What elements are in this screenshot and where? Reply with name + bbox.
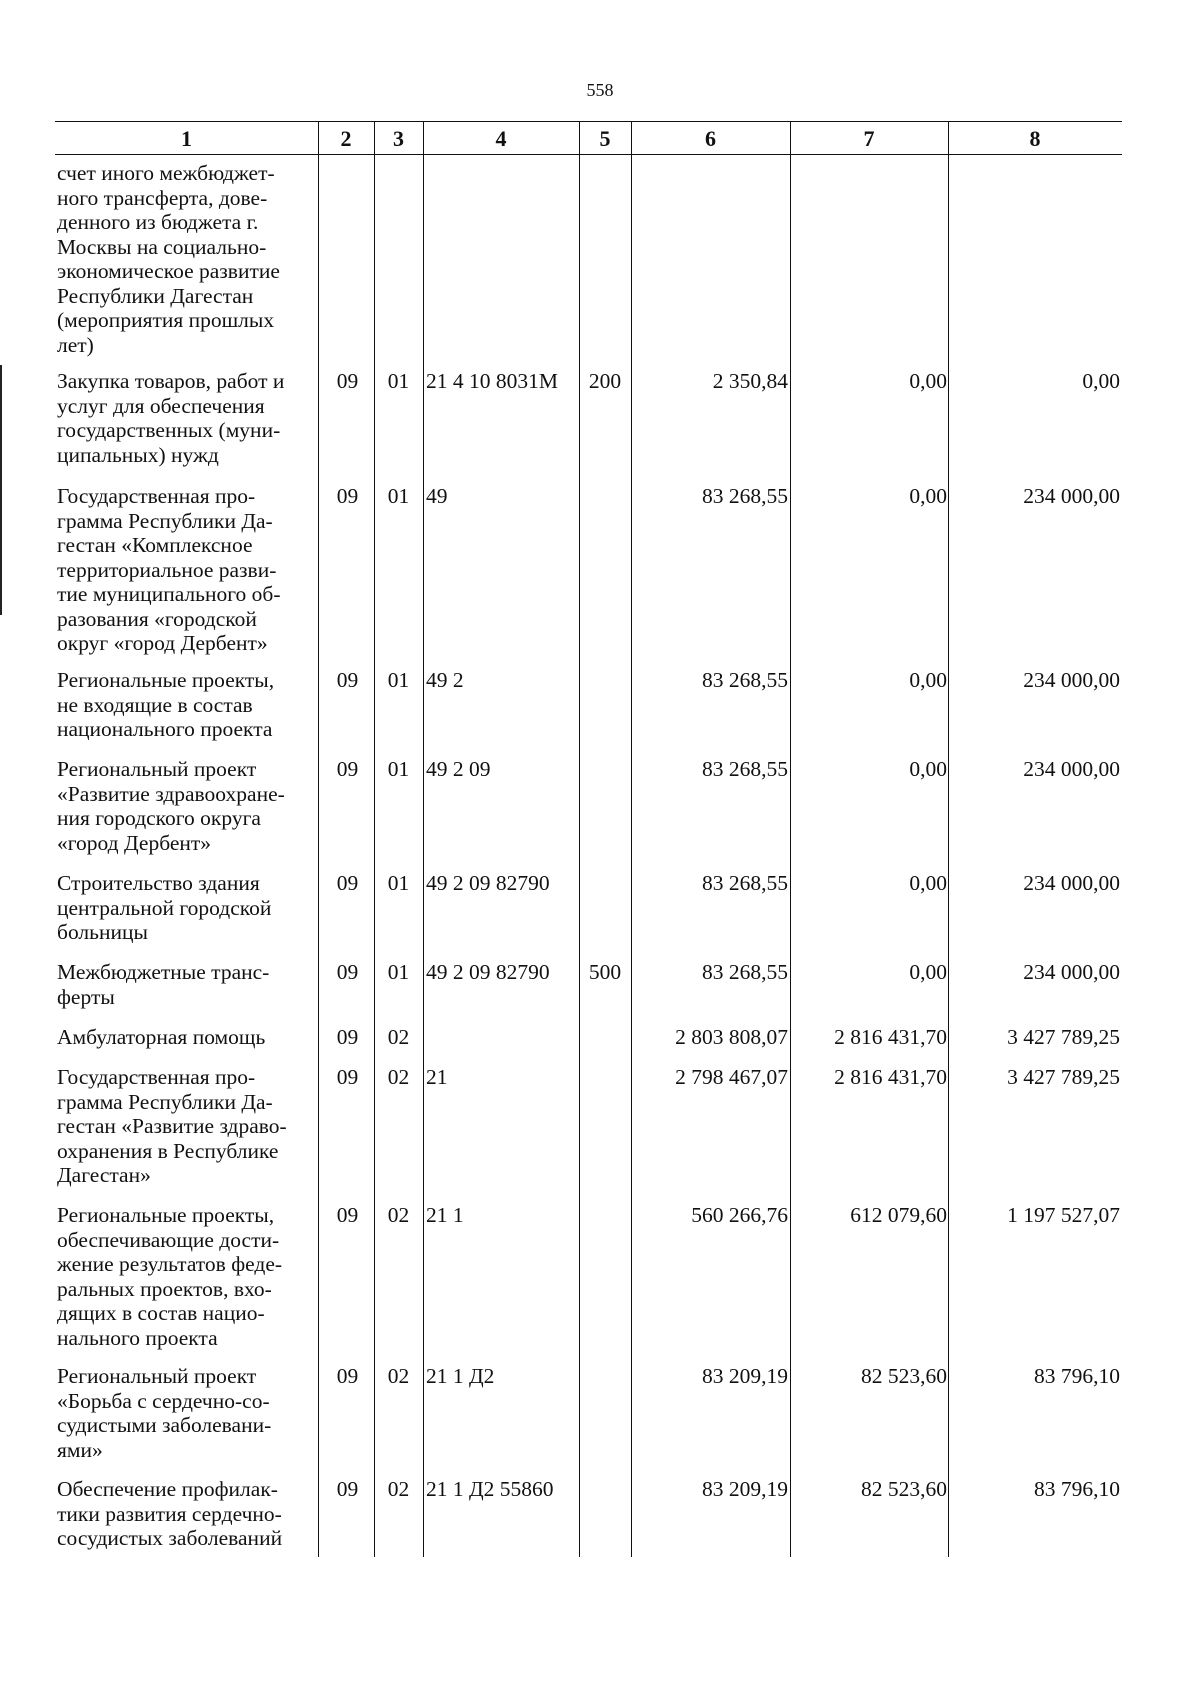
amount-col-7: 2 816 431,70 [834, 1065, 947, 1089]
expense-type-code: 200 [588, 369, 622, 393]
target-article-code: 21 [426, 1065, 448, 1089]
target-article-code: 21 4 10 8031M [426, 369, 558, 393]
column-divider [374, 121, 375, 1557]
amount-col-6: 2 350,84 [712, 369, 788, 393]
page-number: 558 [586, 80, 614, 100]
amount-col-7: 0,00 [909, 757, 947, 781]
section-code: 09 [336, 960, 359, 984]
column-divider [579, 121, 580, 1557]
amount-col-6: 83 209,19 [702, 1477, 788, 1501]
subsection-code: 01 [387, 960, 410, 984]
amount-col-6: 560 266,76 [691, 1203, 788, 1227]
amount-col-8: 3 427 789,25 [1007, 1065, 1120, 1089]
row-description: Государственная про- грамма Республики Да- гестан «Комплексное территориальное разви- тие муниципального об- разования «городской округ «город Дербент» [57, 484, 281, 655]
scan-edge-mark [0, 365, 2, 615]
subsection-code: 02 [387, 1477, 410, 1501]
amount-col-8: 0,00 [1082, 369, 1120, 393]
section-code: 09 [336, 757, 359, 781]
subsection-code: 01 [387, 369, 410, 393]
amount-col-7: 0,00 [909, 369, 947, 393]
column-divider [631, 121, 632, 1557]
target-article-code: 21 1 [426, 1203, 464, 1227]
header-bottom-border [55, 154, 1122, 155]
expense-type-code: 500 [588, 960, 622, 984]
column-header-2: 2 [340, 126, 352, 151]
column-header-8: 8 [1029, 126, 1041, 151]
section-code: 09 [336, 1477, 359, 1501]
column-divider [318, 121, 319, 1557]
row-description: Закупка товаров, работ и услуг для обеспечения государственных (муни- ципальных) нужд [57, 369, 285, 467]
amount-col-6: 83 209,19 [702, 1364, 788, 1388]
row-description: Региональные проекты, обеспечивающие дости- жение результатов феде- ральных проектов, вхо- дящих в состав нацио- нального проекта [57, 1203, 283, 1350]
amount-col-8: 234 000,00 [1023, 668, 1120, 692]
amount-col-6: 83 268,55 [702, 484, 788, 508]
row-description: Строительство здания центральной городской больницы [57, 871, 272, 944]
target-article-code: 49 [426, 484, 448, 508]
subsection-code: 01 [387, 757, 410, 781]
column-header-6: 6 [705, 126, 716, 151]
section-code: 09 [336, 871, 359, 895]
subsection-code: 01 [387, 668, 410, 692]
amount-col-6: 2 803 808,07 [675, 1025, 788, 1049]
target-article-code: 49 2 09 [426, 757, 491, 781]
subsection-code: 01 [387, 484, 410, 508]
column-divider [790, 121, 791, 1557]
target-article-code: 49 2 09 82790 [426, 960, 550, 984]
subsection-code: 02 [387, 1025, 410, 1049]
amount-col-8: 3 427 789,25 [1007, 1025, 1120, 1049]
section-code: 09 [336, 1364, 359, 1388]
column-header-4: 4 [495, 126, 507, 151]
amount-col-8: 234 000,00 [1023, 484, 1120, 508]
target-article-code: 49 2 09 82790 [426, 871, 550, 895]
amount-col-6: 2 798 467,07 [675, 1065, 788, 1089]
amount-col-8: 1 197 527,07 [1007, 1203, 1120, 1227]
amount-col-8: 234 000,00 [1023, 757, 1120, 781]
amount-col-7: 0,00 [909, 960, 947, 984]
amount-col-7: 0,00 [909, 484, 947, 508]
column-header-7: 7 [863, 126, 875, 151]
amount-col-7: 612 079,60 [850, 1203, 947, 1227]
amount-col-6: 83 268,55 [702, 668, 788, 692]
subsection-code: 02 [387, 1065, 410, 1089]
table-top-border [55, 121, 1122, 122]
amount-col-7: 0,00 [909, 668, 947, 692]
subsection-code: 01 [387, 871, 410, 895]
amount-col-6: 83 268,55 [702, 871, 788, 895]
row-description: Государственная про- грамма Республики Да- гестан «Развитие здраво- охранения в Республике Дагестан» [57, 1065, 287, 1187]
section-code: 09 [336, 668, 359, 692]
amount-col-7: 2 816 431,70 [834, 1025, 947, 1049]
section-code: 09 [336, 369, 359, 393]
amount-col-7: 82 523,60 [861, 1364, 947, 1388]
column-header-5: 5 [599, 126, 611, 151]
target-article-code: 49 2 [426, 668, 464, 692]
row-description: Межбюджетные транс- ферты [57, 960, 270, 1009]
column-header-3: 3 [393, 126, 404, 151]
section-code: 09 [336, 484, 359, 508]
column-divider [423, 121, 424, 1557]
row-description: Региональный проект «Развитие здравоохране- ния городского округа «город Дербент» [57, 757, 285, 855]
target-article-code: 21 1 Д2 55860 [426, 1477, 554, 1501]
column-header-1: 1 [181, 126, 192, 151]
amount-col-7: 0,00 [909, 871, 947, 895]
subsection-code: 02 [387, 1364, 410, 1388]
row-description: Региональный проект «Борьба с сердечно-со- судистыми заболевани- ями» [57, 1364, 272, 1462]
amount-col-8: 234 000,00 [1023, 960, 1120, 984]
amount-col-8: 234 000,00 [1023, 871, 1120, 895]
amount-col-8: 83 796,10 [1034, 1364, 1120, 1388]
amount-col-8: 83 796,10 [1034, 1477, 1120, 1501]
section-code: 09 [336, 1065, 359, 1089]
column-divider [948, 121, 949, 1557]
section-code: 09 [336, 1203, 359, 1227]
row-description: Региональные проекты, не входящие в состав национального проекта [57, 668, 275, 741]
amount-col-7: 82 523,60 [861, 1477, 947, 1501]
subsection-code: 02 [387, 1203, 410, 1227]
amount-col-6: 83 268,55 [702, 757, 788, 781]
row-description: Амбулаторная помощь [57, 1025, 266, 1049]
target-article-code: 21 1 Д2 [426, 1364, 495, 1388]
row-description: Обеспечение профилак- тики развития сердечно- сосудистых заболеваний [57, 1477, 283, 1550]
section-code: 09 [336, 1025, 359, 1049]
row-description: счет иного межбюджет- ного трансферта, дове- денного из бюджета г. Москвы на социально- экономическое развитие Республики Дагестан (мероприятия прошлых лет) [57, 161, 280, 357]
amount-col-6: 83 268,55 [702, 960, 788, 984]
